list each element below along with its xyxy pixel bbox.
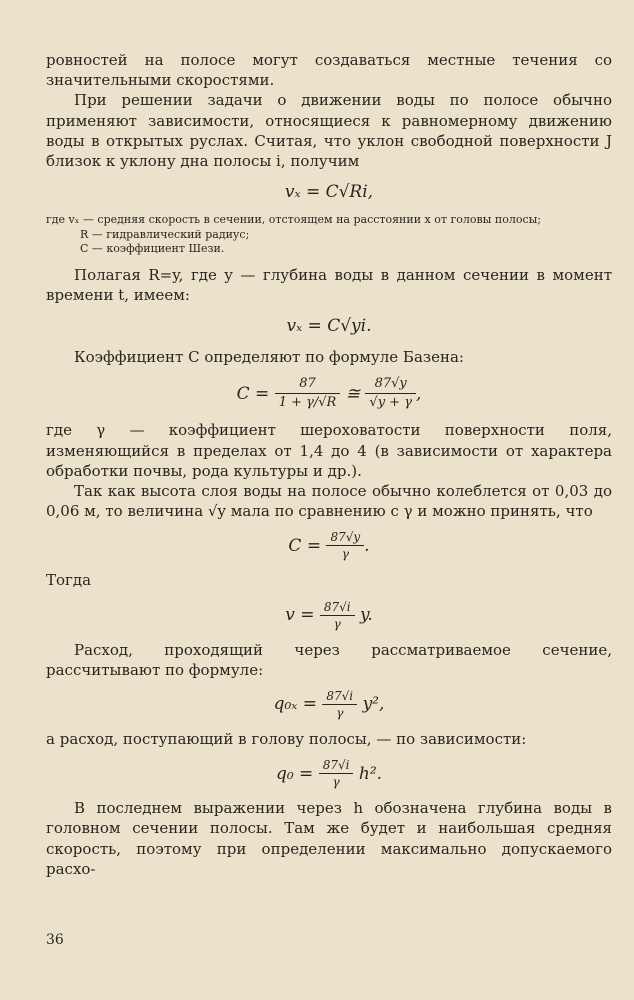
formula-bazin-lhs: C =	[236, 383, 270, 404]
formula-v-den: γ	[333, 616, 341, 631]
paragraph-8: Расход, проходящий через рассматриваемое сечение, рассчитывают по формуле:	[46, 640, 612, 679]
formula-c-tail: .	[364, 535, 370, 556]
formula-bazin-approx: ≅	[345, 383, 360, 404]
formula-v-tail: y.	[360, 605, 373, 626]
paragraph-3: Полагая R=y, где y — глубина воды в данном сечении в момент времени t, имеем:	[46, 265, 612, 304]
formula-bazin-tail: ,	[415, 383, 422, 404]
definitions-block	[46, 213, 612, 257]
formula-v	[46, 599, 612, 632]
formula-v-num: 87√i	[320, 599, 355, 616]
paragraph-4: Коэффициент C определяют по формуле Базена:	[74, 348, 464, 367]
formula-q0-den: γ	[332, 775, 340, 790]
definition-vx: где vₓ — средняя скорость в сечении, отстоящем на расстоянии x от головы полосы;	[46, 213, 542, 227]
formula-chezy: vₓ = C√Ri,	[284, 182, 374, 203]
paragraph-then: Тогда	[46, 571, 92, 590]
formula-q0x-fraction	[322, 688, 357, 721]
paragraph-10: В последнем выражении через h обозначена глубина воды в головном сечении полосы. Там же будет и наибольшая средняя скорость, поэтому при определении максимально допускаемого расхо-	[46, 799, 612, 878]
paragraph-9: а расход, поступающий в голову полосы, — по зависимости:	[46, 729, 527, 748]
definition-C: C — коэффициент Шези.	[80, 242, 225, 256]
formula-bazin	[46, 375, 612, 412]
formula-c-lhs: C =	[288, 535, 322, 556]
formula-q0-lhs: q₀ =	[275, 763, 314, 784]
formula-q0x-den: γ	[336, 705, 344, 720]
paragraph-1: ровностей на полосе могут создаваться местные течения со значительными скоростями.	[46, 51, 612, 90]
formula-v-lhs: v =	[285, 605, 315, 626]
formula-c-den: γ	[341, 547, 349, 562]
formula-q0-num: 87√i	[319, 757, 354, 774]
formula-v-fraction	[320, 599, 355, 632]
formula-q0x-num: 87√i	[322, 688, 357, 705]
formula-q0x-lhs: q₀ₓ =	[273, 694, 317, 715]
formula-q0-tail: h².	[358, 763, 383, 784]
formula-vx-yi: vₓ = C√yi.	[286, 316, 372, 337]
formula-c-approx	[46, 529, 612, 562]
paragraph-2: При решении задачи о движении воды по полосе обычно применяют зависимости, относящиеся к равномерному движению воды в открытых руслах. Считая, что уклон свободной поверхности J близок к уклону дна полосы i, получим	[46, 91, 612, 171]
formula-c-fraction	[326, 529, 364, 562]
formula-bazin-fraction-2	[365, 375, 416, 412]
formula-bazin-fraction-1	[275, 375, 341, 412]
formula-bazin-den-1: 1 + γ/√R	[278, 395, 337, 411]
formula-q0x-tail: y²,	[362, 694, 385, 715]
formula-q0	[46, 757, 612, 790]
formula-bazin-den-2: √y + γ	[369, 395, 412, 411]
formula-q0-fraction	[319, 757, 354, 790]
formula-bazin-num-1: 87	[275, 375, 341, 394]
page-number: 36	[46, 932, 64, 948]
formula-q0x	[46, 688, 612, 721]
paragraph-6: Так как высота слоя воды на полосе обычно колеблется от 0,03 до 0,06 м, то величина √y мала по сравнению с γ и можно принять, что	[46, 481, 612, 521]
definition-R: R — гидравлический радиус;	[80, 227, 250, 241]
formula-c-num: 87√y	[326, 529, 364, 546]
paragraph-5: где γ — коэффициент шероховатости поверхности поля, изменяющийся в пределах от 1,4 до 4 (в зависимости от характера обработки почвы, рода культуры и др.).	[46, 421, 612, 480]
formula-bazin-num-2: 87√y	[365, 375, 416, 394]
